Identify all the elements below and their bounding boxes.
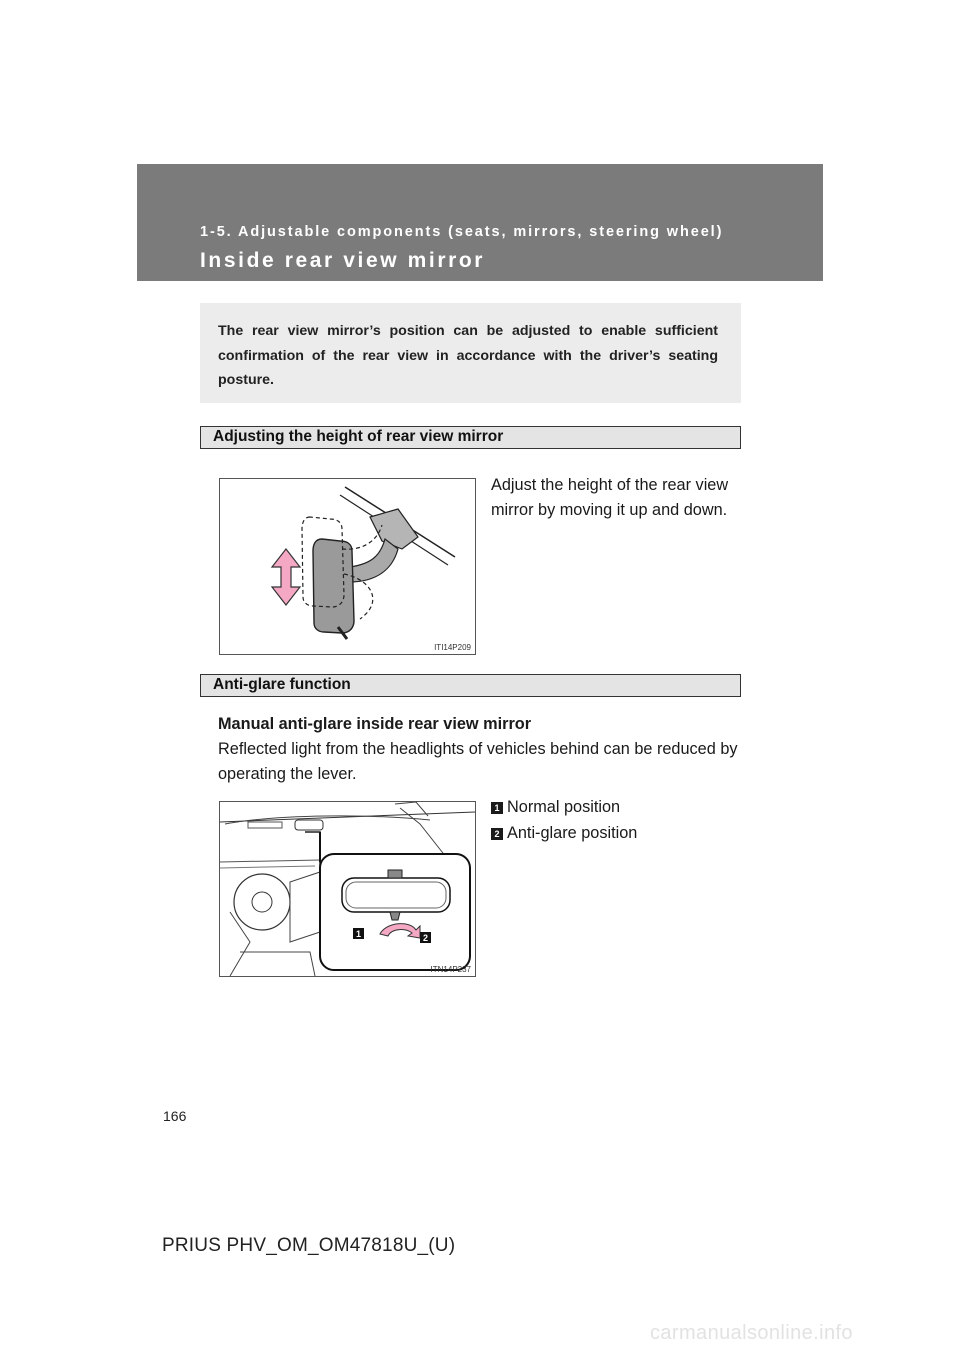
intro-box [200,303,741,403]
header-band [137,164,823,281]
mirror-height-figure [219,478,476,655]
page-title: Inside rear view mirror [200,249,486,272]
height-adjust-description: Adjust the height of the rear view mirror by moving it up and down. [491,476,729,519]
figure-code-2: ITN14P237 [430,965,471,974]
height-adjust-heading-text: Adjusting the height of rear view mirror [213,428,504,445]
normal-position-label: Normal position [507,798,621,816]
svg-text:1: 1 [355,929,362,939]
page-number: 166 [163,1108,187,1124]
document-code: PRIUS PHV_OM_OM47818U_(U) [162,1235,456,1256]
antiglare-heading [200,674,741,697]
antiglare-figure [219,801,476,977]
antiglare-position-label: Anti-glare position [507,824,638,842]
height-adjust-heading [200,426,741,449]
intro-text: The rear view mirror’s position can be adjusted to enable sufficient confirmation of the rear view in accordance with the driver’s seating posture. [218,323,718,388]
antiglare-heading-text: Anti-glare function [213,676,351,693]
up-down-arrow-icon [272,549,300,605]
antiglare-description: Reflected light from the headlights of vehicles behind can be reduced by operating the lever. [218,740,738,783]
figure-code-1: ITI14P209 [434,643,471,652]
badge-2-icon: 2 [491,828,503,840]
watermark: carmanualsonline.info [650,1322,853,1344]
normal-position-item [491,798,620,817]
svg-text:2: 2 [422,933,429,943]
antiglare-position-item [491,824,637,843]
antiglare-illustration [220,802,475,976]
section-label: 1-5. Adjustable components (seats, mirrors, steering wheel) [200,224,724,240]
badge-1-icon: 1 [491,802,503,814]
mirror-height-illustration [220,479,475,654]
manual-antiglare-subheading: Manual anti-glare inside rear view mirror [218,715,532,733]
